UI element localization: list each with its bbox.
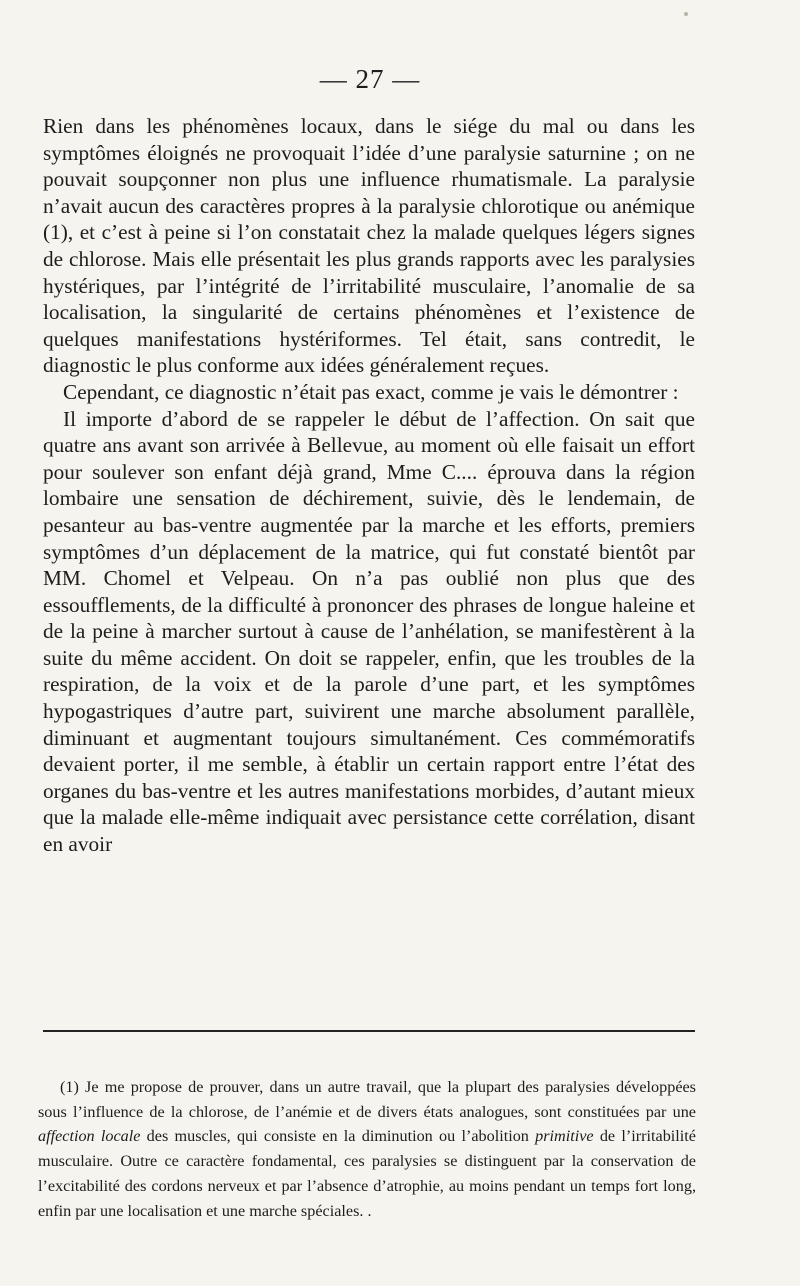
footnote-separator — [43, 1030, 695, 1032]
paragraph: Il importe d’abord de se rappeler le début de l’affection. On sait que quatre ans avant son arrivée à Bellevue, au moment où elle faisait un effort pour soulever son enfant déjà grand, Mme C.... éprouva dans la région lombaire une sensation de déchirement, suivie, dès le lendemain, de pesanteur au bas-ventre augmentée par la marche et les efforts, premiers symptômes d’un déplacement de la matrice, qui fut constaté bientôt par MM. Chomel et Velpeau. On n’a pas oublié non plus que des essoufflements, de la difficulté à prononcer des phrases de longue haleine et de la peine à marcher surtout à cause de l’anhélation, se manifestèrent à la suite du même accident. On doit se rappeler, enfin, que les troubles de la respiration, de la voix et de la parole d’une part, et les symptômes hypogastriques d’autre part, suivirent une marche absolument parallèle, diminuant et augmentant toujours simultanément. Ces commémoratifs devaient porter, il me semble, à établir un certain rapport entre l’état des organes du bas-ventre et les autres manifestations morbides, d’autant mieux que la malade elle-même indiquait avec persistance cette corrélation, disant en avoir — [43, 406, 695, 857]
footnote-text-part: de l’irritabilité musculaire. Outre ce caractère fondamental, ces paralysies se distinguent par la conservation de l’excitabilité des cordons nerveux et par l’absence d’atrophie, au moins pendant un temps fort long, enfin par une localisation et une marche spéciales. . — [38, 1127, 696, 1220]
paper-speck — [684, 12, 688, 16]
footnote-italic-term: affection locale — [38, 1127, 141, 1146]
footnote-italic-term: primitive — [535, 1127, 594, 1146]
footnote-text — [38, 1075, 696, 1223]
body-text — [43, 113, 695, 858]
paragraph: Rien dans les phénomènes locaux, dans le siége du mal ou dans les symptômes éloignés ne provoquait l’idée d’une paralysie saturnine ; on ne pouvait soupçonner non plus une influence rhumatismale. La paralysie n’avait aucun des caractères propres à la paralysie chlorotique ou anémique (1), et c’est à peine si l’on constatait chez la malade quelques légers signes de chlorose. Mais elle présentait les plus grands rapports avec les paralysies hystériques, par l’intégrité de l’irritabilité musculaire, l’anomalie de sa localisation, la singularité de certains phénomènes et l’existence de quelques manifestations hystériformes. Tel était, sans contredit, le diagnostic le plus conforme aux idées généralement reçues. — [43, 114, 695, 378]
paragraph: Cependant, ce diagnostic n’était pas exact, comme je vais le démontrer : — [63, 379, 679, 404]
footnote — [38, 1075, 696, 1223]
footnote-text-part: (1) Je me propose de prouver, dans un autre travail, que la plupart des paralysies développées sous l’influence de la chlorose, de l’anémie et de divers états analogues, sont constituées par une — [38, 1078, 696, 1121]
page-number: — 27 — — [319, 64, 421, 94]
footnote-text-part: des muscles, qui consiste en la diminution ou l’abolition — [140, 1127, 536, 1146]
